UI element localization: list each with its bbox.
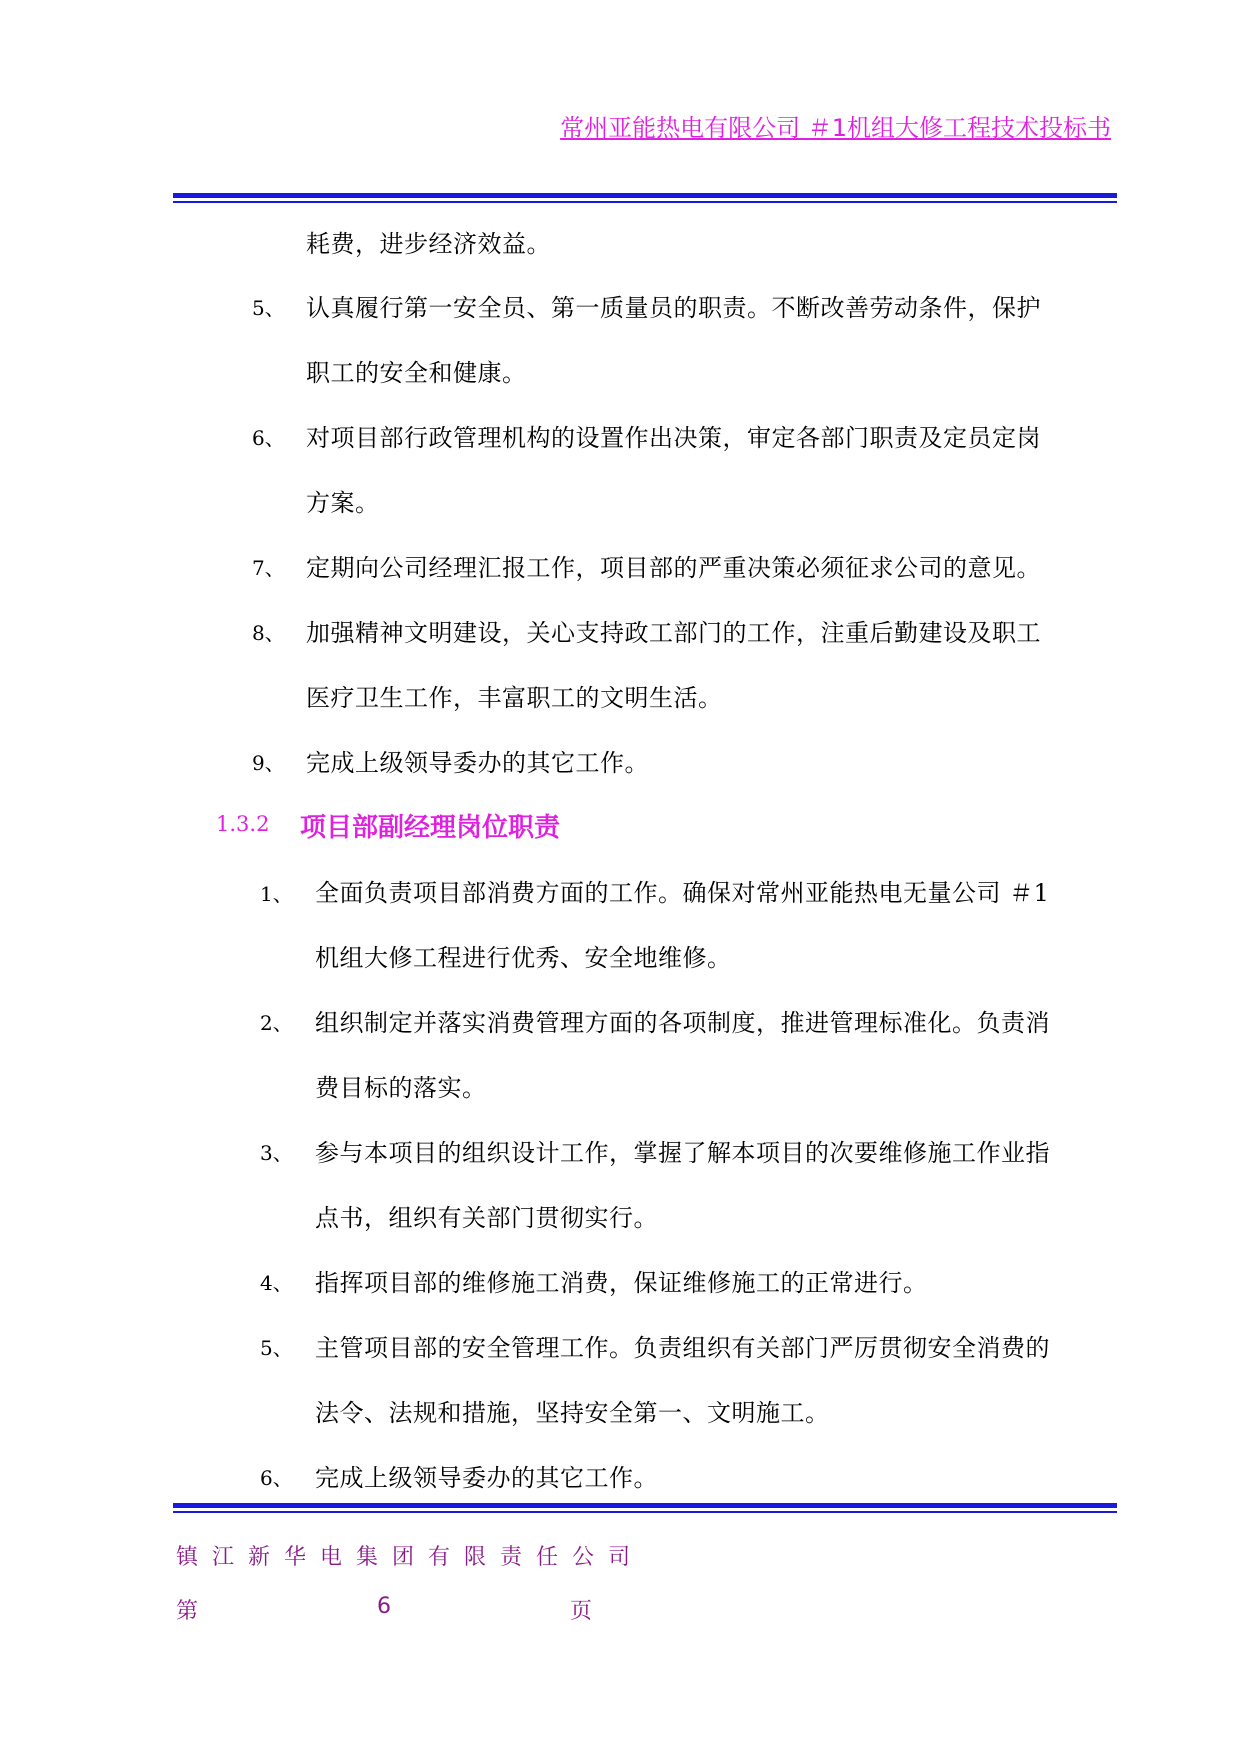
item-text: 机组大修工程进行优秀、安全地维修。: [315, 944, 732, 972]
item-number: 4、: [260, 1271, 293, 1295]
item-text: 加强精神文明建设，关心支持政工部门的工作，注重后勤建设及职工: [306, 619, 1041, 647]
item-text: 法令、法规和措施，坚持安全第一、文明施工。: [315, 1399, 830, 1427]
item-number: 6、: [260, 1466, 293, 1490]
item-text: 全面负责项目部消费方面的工作。确保对常州亚能热电无量公司 ＃1: [315, 879, 1050, 907]
item-number: 1、: [260, 882, 293, 906]
item-number: 6、: [252, 426, 285, 450]
header-title: 常州亚能热电有限公司 ＃1机组大修工程技术投标书: [560, 114, 1111, 142]
item-number: 7、: [252, 556, 285, 580]
item-text: 定期向公司经理汇报工作，项目部的严重决策必须征求公司的意见。: [306, 554, 1041, 582]
item-number: 2、: [260, 1011, 293, 1035]
header-rule: [173, 193, 1117, 203]
item-text: 点书，组织有关部门贯彻实行。: [315, 1204, 658, 1232]
item-text: 方案。: [306, 489, 380, 517]
footer-company: 镇江新华电集团有限责任公司: [176, 1545, 645, 1570]
item-text: 认真履行第一安全员、第一质量员的职责。不断改善劳动条件，保护: [306, 294, 1041, 322]
item-number: 5、: [260, 1336, 293, 1360]
footer-page-prefix: 第: [176, 1599, 199, 1624]
item-number: 5、: [252, 296, 285, 320]
item-text: 费目标的落实。: [315, 1074, 487, 1102]
item-text: 医疗卫生工作，丰富职工的文明生活。: [306, 684, 723, 712]
item-text: 指挥项目部的维修施工消费，保证维修施工的正常进行。: [315, 1269, 928, 1297]
footer-page-number: 6: [377, 1594, 391, 1619]
item-text: 主管项目部的安全管理工作。负责组织有关部门严厉贯彻安全消费的: [315, 1334, 1050, 1362]
item-text: 对项目部行政管理机构的设置作出决策，审定各部门职责及定员定岗: [306, 424, 1041, 452]
section-title: 项目部副经理岗位职责: [300, 813, 561, 843]
item-number: 3、: [260, 1141, 293, 1165]
item-text: 职工的安全和健康。: [306, 359, 527, 387]
item-number: 8、: [252, 621, 285, 645]
item-text: 完成上级领导委办的其它工作。: [315, 1464, 658, 1492]
item-text: 参与本项目的组织设计工作，掌握了解本项目的次要维修施工作业指: [315, 1139, 1050, 1167]
footer-page-suffix: 页: [570, 1599, 593, 1624]
footer-rule: [173, 1503, 1117, 1513]
item-number: 9、: [252, 751, 285, 775]
continuation-line: 耗费，进步经济效益。: [306, 230, 551, 258]
item-text: 完成上级领导委办的其它工作。: [306, 749, 649, 777]
section-number: 1.3.2: [216, 812, 270, 836]
item-text: 组织制定并落实消费管理方面的各项制度，推进管理标准化。负责消: [315, 1009, 1050, 1037]
